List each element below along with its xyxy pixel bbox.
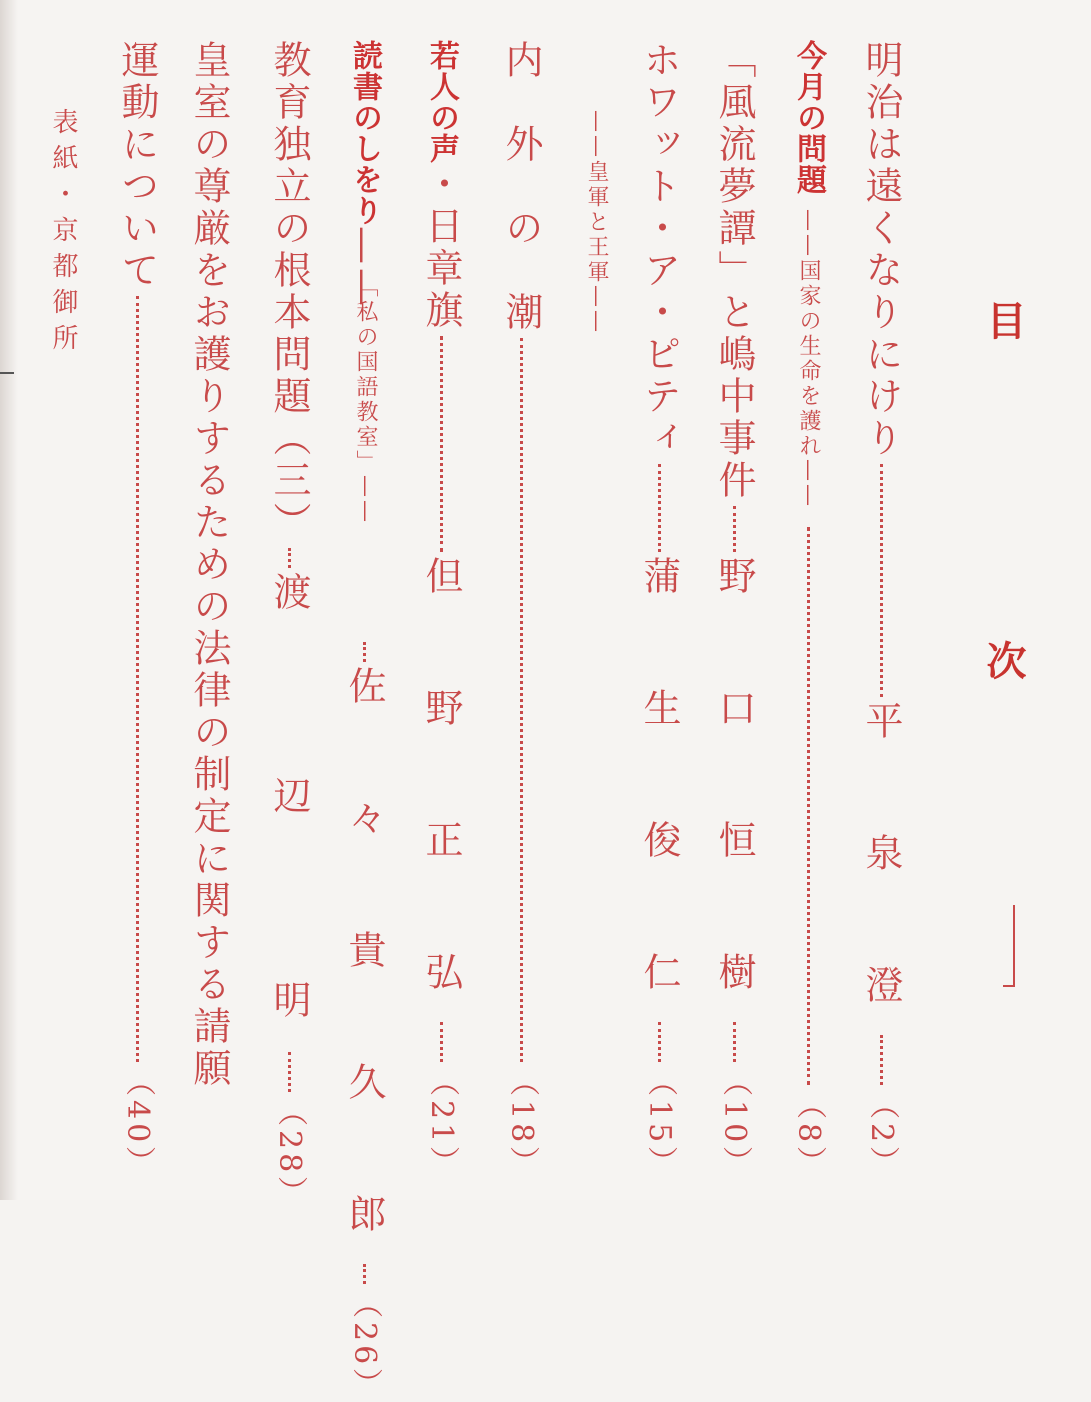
- toc-entry: [342, 40, 386, 1402]
- entry-page: （26）: [347, 1288, 382, 1402]
- entry-label: 今月の問題: [791, 40, 826, 195]
- entry-page: （2）: [864, 1088, 899, 1180]
- entry-title: ・日章旗: [419, 164, 463, 332]
- entry-title: 内 外 の 潮: [499, 40, 543, 334]
- leader-dots: [136, 296, 139, 1062]
- leader-dots: [807, 527, 810, 1085]
- entry-label: 若人の声: [424, 40, 459, 164]
- leader-dots: [733, 506, 736, 552]
- entry-page: （10）: [717, 1065, 752, 1180]
- cover-note: 表紙・京都御所: [48, 108, 78, 360]
- leader-dots: [658, 1022, 661, 1062]
- entry-page: （21）: [424, 1065, 459, 1180]
- entry-author: 佐 々 貴 久 郎: [342, 666, 386, 1260]
- entry-title: 「風流夢譚」と嶋中事件: [712, 40, 756, 502]
- toc-entry: [712, 40, 756, 1180]
- leader-dots: [520, 338, 523, 1062]
- entry-title: ホワット・ア・ピティ: [637, 40, 681, 460]
- entry-label: 読書のしをり: [347, 40, 382, 226]
- entry-author: 蒲 生 俊 仁: [637, 555, 681, 1018]
- leader-dots: [880, 1035, 883, 1085]
- page-edge-shadow: [0, 0, 18, 1200]
- edge-mark: [0, 372, 14, 374]
- leader-dots: [288, 548, 291, 568]
- entry-author: 渡 辺 明: [267, 572, 311, 1048]
- leader-dots: [363, 1264, 366, 1284]
- entry-author: 野 口 恒 樹: [712, 555, 756, 1018]
- leader-dots: [363, 642, 366, 662]
- entry-author: 平 泉 澄: [859, 700, 903, 1031]
- toc-entry: [859, 40, 903, 1180]
- entry-page: （28）: [272, 1096, 307, 1211]
- toc-entry: [115, 40, 159, 1180]
- entry-subtitle: ——皇軍と王軍——: [584, 110, 609, 335]
- entry-page: （15）: [642, 1065, 677, 1180]
- leader-dots: [440, 1022, 443, 1062]
- leader-dots: [880, 464, 883, 697]
- leader-dots: [658, 464, 661, 552]
- toc-entry: [499, 40, 543, 1180]
- entry-page: （18）: [504, 1065, 539, 1180]
- bracket-mark: [1003, 905, 1015, 987]
- entry-title: 皇室の尊厳をお護りするための法律の制定に関する請願: [187, 40, 231, 1090]
- toc-entry: [637, 40, 681, 1180]
- entry-subtitle: 「私の国語教室」——: [353, 275, 378, 525]
- entry-page: （40）: [120, 1065, 155, 1180]
- entry-page: （8）: [791, 1088, 826, 1180]
- entry-author: 但 野 正 弘: [419, 555, 463, 1018]
- leader-dots: [440, 336, 443, 552]
- entry-title: 運動について: [115, 40, 159, 292]
- entry-subtitle: ——国家の生命を護れ——: [796, 209, 821, 509]
- toc-entry: [419, 40, 463, 1180]
- toc-entry: [187, 40, 231, 1180]
- leader-dots: [288, 1052, 291, 1092]
- entry-title: ——: [342, 226, 386, 310]
- entry-title: 教育独立の根本問題（三）: [267, 40, 311, 544]
- page-title: 目 次: [980, 300, 1026, 810]
- leader-dots: [733, 1022, 736, 1062]
- entry-title: 明治は遠くなりにけり: [859, 40, 903, 460]
- toc-entry: [267, 40, 311, 1211]
- toc-entry: [791, 40, 826, 1180]
